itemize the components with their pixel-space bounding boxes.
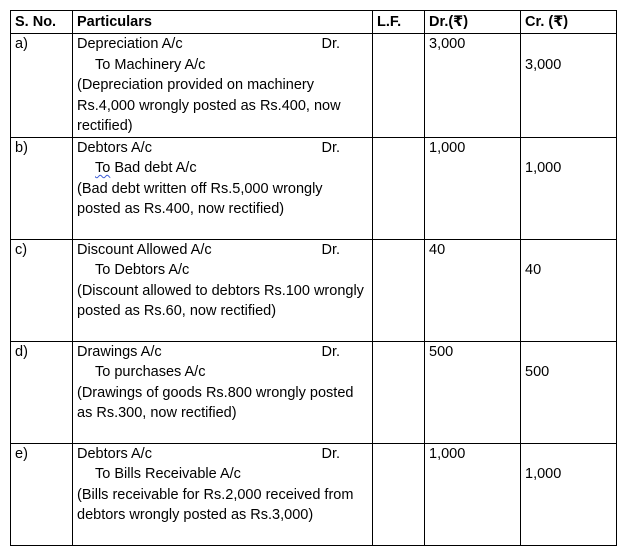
entry-lf bbox=[373, 443, 425, 545]
credit-prefix: To bbox=[95, 466, 111, 482]
credit-prefix: To bbox=[95, 160, 111, 176]
header-particulars: Particulars bbox=[73, 11, 373, 34]
narration: (Bills receivable for Rs.2,000 received from debtors wrongly posted as Rs.3,000) bbox=[77, 486, 354, 523]
narration: (Drawings of goods Rs.800 wrongly posted as Rs.300, now rectified) bbox=[77, 384, 354, 421]
entry-sno: e) bbox=[11, 443, 73, 545]
entry-particulars bbox=[73, 137, 373, 239]
entry-dr-amount: 1,000 bbox=[425, 137, 521, 239]
entry-cr-amount: 1,000 bbox=[525, 466, 562, 482]
credit-line bbox=[77, 260, 368, 281]
debit-line bbox=[77, 240, 368, 261]
debit-line bbox=[77, 34, 368, 55]
debit-account: Debtors A/c bbox=[77, 139, 152, 156]
header-dr: Dr.(₹) bbox=[425, 11, 521, 34]
entry-cr-cell bbox=[521, 443, 617, 545]
entry-lf bbox=[373, 137, 425, 239]
table-row bbox=[11, 443, 617, 545]
entry-lf bbox=[373, 34, 425, 138]
credit-account: Machinery A/c bbox=[114, 56, 206, 73]
credit-line bbox=[77, 362, 368, 383]
entry-dr-amount: 1,000 bbox=[425, 443, 521, 545]
credit-account: Bad debt A/c bbox=[114, 160, 197, 176]
header-lf: L.F. bbox=[373, 11, 425, 34]
entry-cr-amount: 40 bbox=[525, 262, 542, 278]
credit-line bbox=[77, 464, 368, 485]
credit-account: Debtors A/c bbox=[114, 262, 190, 278]
entry-cr-amount: 3,000 bbox=[525, 56, 562, 73]
credit-prefix: To bbox=[95, 56, 111, 73]
entry-particulars bbox=[73, 239, 373, 341]
credit-account: Bills Receivable A/c bbox=[114, 466, 241, 482]
table-header-row bbox=[11, 11, 617, 34]
rectification-journal-table bbox=[10, 10, 617, 546]
entry-sno: d) bbox=[11, 341, 73, 443]
credit-line bbox=[77, 55, 368, 76]
entry-lf bbox=[373, 239, 425, 341]
credit-prefix: To bbox=[95, 262, 111, 278]
entry-dr-amount: 500 bbox=[425, 341, 521, 443]
credit-prefix: To bbox=[95, 364, 111, 380]
narration: (Discount allowed to debtors Rs.100 wrongly posted as Rs.60, now rectified) bbox=[77, 282, 364, 319]
debit-account: Drawings A/c bbox=[77, 343, 162, 360]
entry-cr-cell bbox=[521, 137, 617, 239]
entry-lf bbox=[373, 341, 425, 443]
header-cr: Cr. (₹) bbox=[521, 11, 617, 34]
entry-particulars bbox=[73, 34, 373, 138]
credit-line bbox=[77, 158, 368, 179]
entry-particulars bbox=[73, 443, 373, 545]
entry-cr-amount: 500 bbox=[525, 364, 550, 380]
narration: (Bad debt written off Rs.5,000 wrongly posted as Rs.400, now rectified) bbox=[77, 180, 323, 217]
debit-account: Discount Allowed A/c bbox=[77, 241, 212, 258]
header-sno: S. No. bbox=[11, 11, 73, 34]
entry-dr-amount: 3,000 bbox=[425, 34, 521, 138]
narration: (Depreciation provided on machinery Rs.4,000 wrongly posted as Rs.400, now rectified) bbox=[77, 77, 341, 134]
journal-wrapper bbox=[10, 10, 617, 546]
entry-dr-amount: 40 bbox=[425, 239, 521, 341]
dr-label: Dr. bbox=[321, 241, 340, 258]
dr-label: Dr. bbox=[321, 343, 340, 360]
table-row bbox=[11, 341, 617, 443]
table-row bbox=[11, 239, 617, 341]
entry-sno: b) bbox=[11, 137, 73, 239]
debit-account: Debtors A/c bbox=[77, 445, 152, 462]
debit-line bbox=[77, 444, 368, 465]
entry-cr-cell bbox=[521, 34, 617, 138]
table-row bbox=[11, 34, 617, 138]
dr-label: Dr. bbox=[321, 445, 340, 462]
debit-line bbox=[77, 138, 368, 159]
entry-cr-cell bbox=[521, 239, 617, 341]
entry-cr-amount: 1,000 bbox=[525, 160, 562, 176]
dr-label: Dr. bbox=[321, 36, 340, 52]
table-row bbox=[11, 137, 617, 239]
debit-line bbox=[77, 342, 368, 363]
debit-account: Depreciation A/c bbox=[77, 36, 183, 52]
entry-cr-cell bbox=[521, 341, 617, 443]
entry-sno: a) bbox=[11, 34, 73, 138]
entry-particulars bbox=[73, 341, 373, 443]
credit-account: purchases A/c bbox=[114, 364, 206, 380]
entry-sno: c) bbox=[11, 239, 73, 341]
dr-label: Dr. bbox=[321, 139, 340, 156]
